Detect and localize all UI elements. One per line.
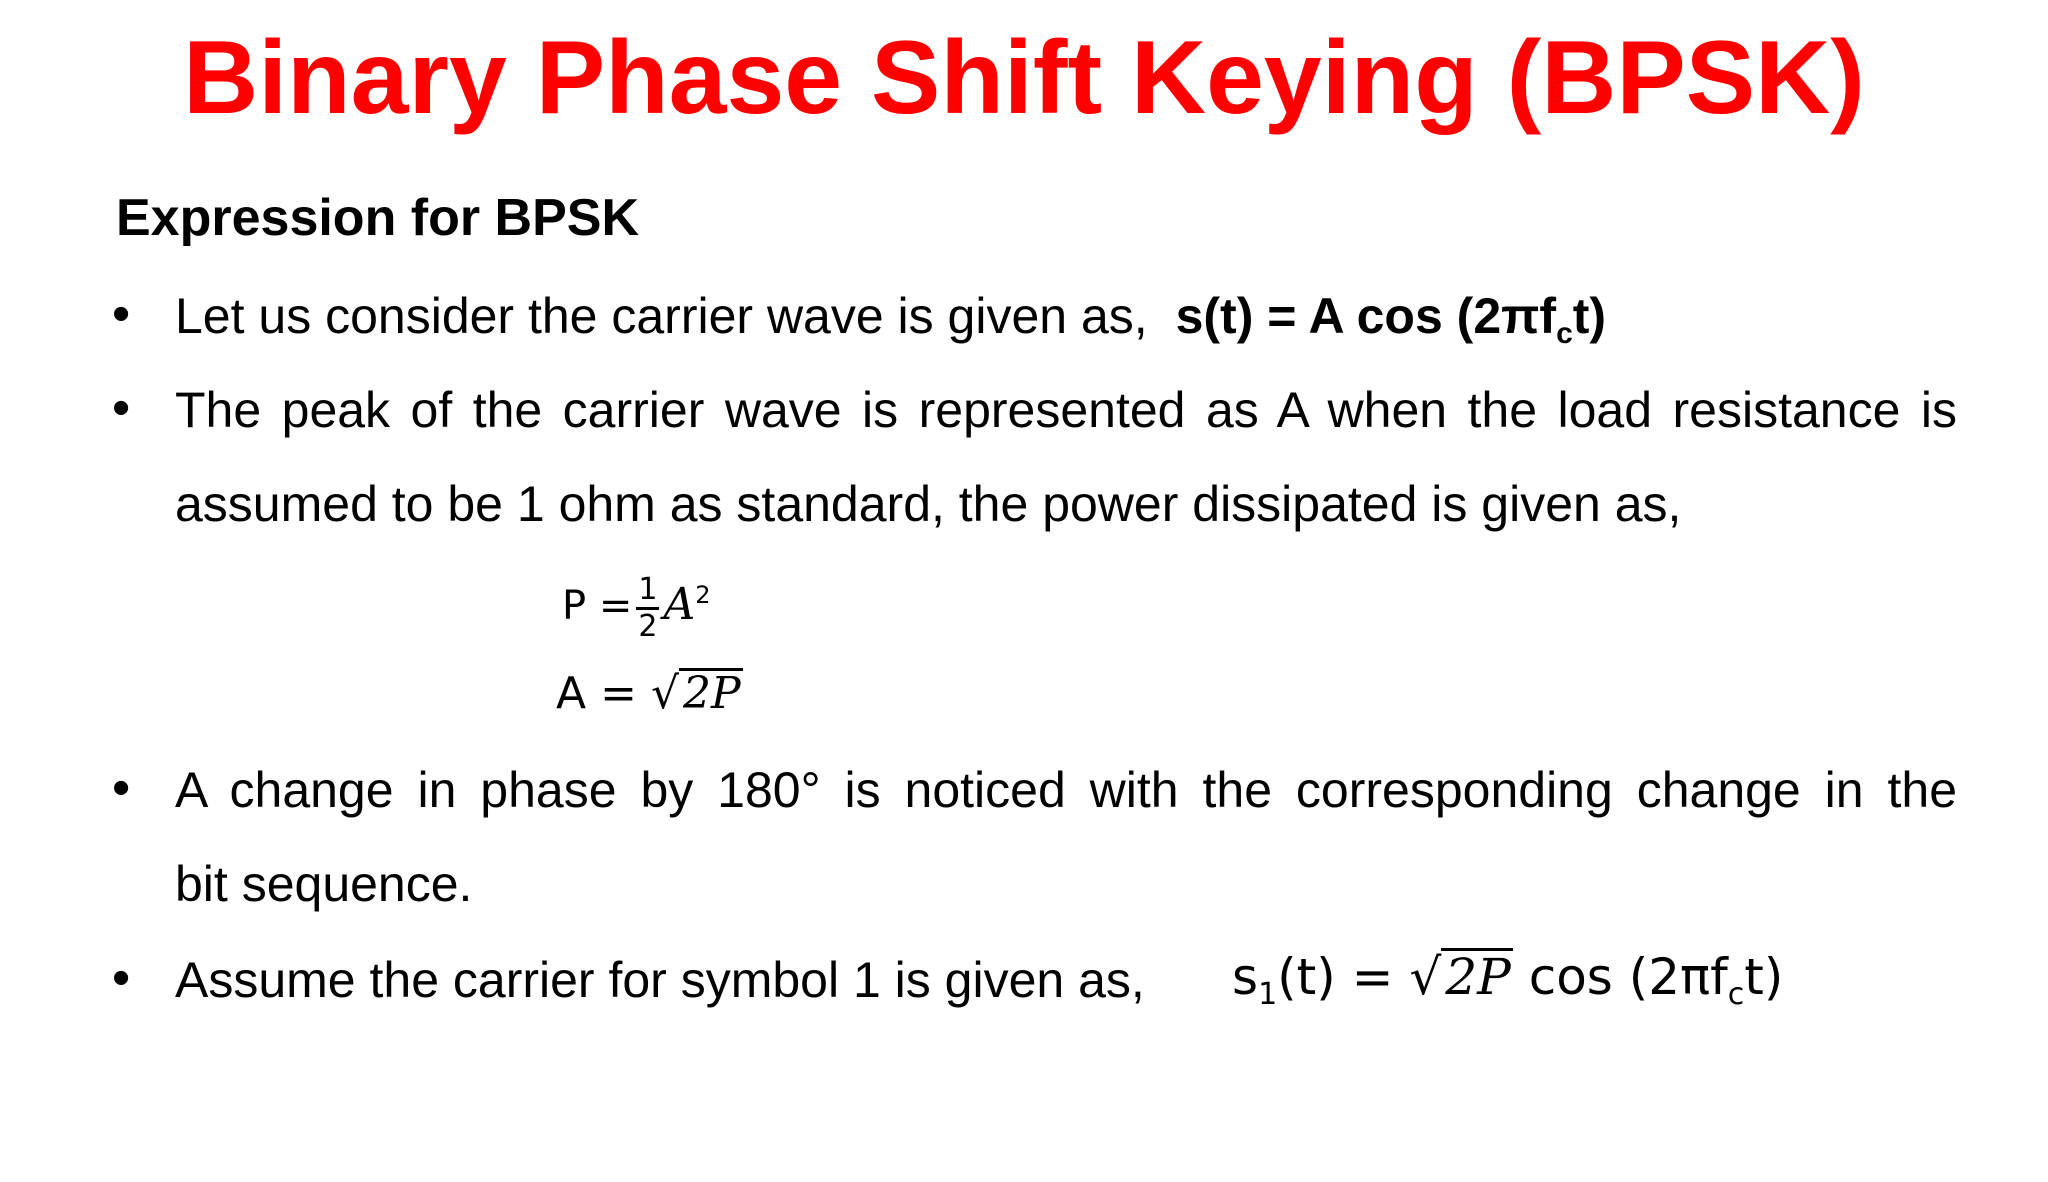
bullet-marker: • <box>112 285 131 343</box>
bullet-3-line-2: bit sequence. <box>175 856 473 912</box>
bullet-1 <box>175 284 1606 366</box>
section-heading: Expression for BPSK <box>116 189 640 247</box>
symbol-1-carrier-formula: $s_1(t) = √2P$ $\cos (2\pi f_ct)$ <box>1232 948 1784 1012</box>
fraction-one-half: $\frac{1}{2}$ <box>638 571 658 644</box>
slide-title: Binary Phase Shift Keying (BPSK) <box>183 20 1865 136</box>
bullet-marker: • <box>112 379 131 437</box>
bullet-1-text: Let us consider the carrier wave is given as, <box>175 288 1148 344</box>
power-equation: P = $\frac{1}{2}$ $A^2$ <box>562 571 711 644</box>
bullet-4-text: Assume the carrier for symbol 1 is given as, <box>175 952 1145 1008</box>
bullet-4 <box>175 948 1145 1012</box>
bullet-2-line-1: The peak of the carrier wave is represented as A when the load resistance is <box>175 382 1957 438</box>
amplitude-equation: A = √2P <box>556 668 741 719</box>
bullet-marker: • <box>112 949 131 1007</box>
carrier-formula: s(t) = A $\cos (2\pi f_ct)$ <box>1175 288 1607 350</box>
bullet-3-line-1: A change in phase by 180° is noticed with the corresponding change in the <box>175 762 1957 818</box>
bullet-marker: • <box>112 759 131 817</box>
bullet-2-line-2: assumed to be 1 ohm as standard, the power dissipated is given as, <box>175 476 1682 532</box>
